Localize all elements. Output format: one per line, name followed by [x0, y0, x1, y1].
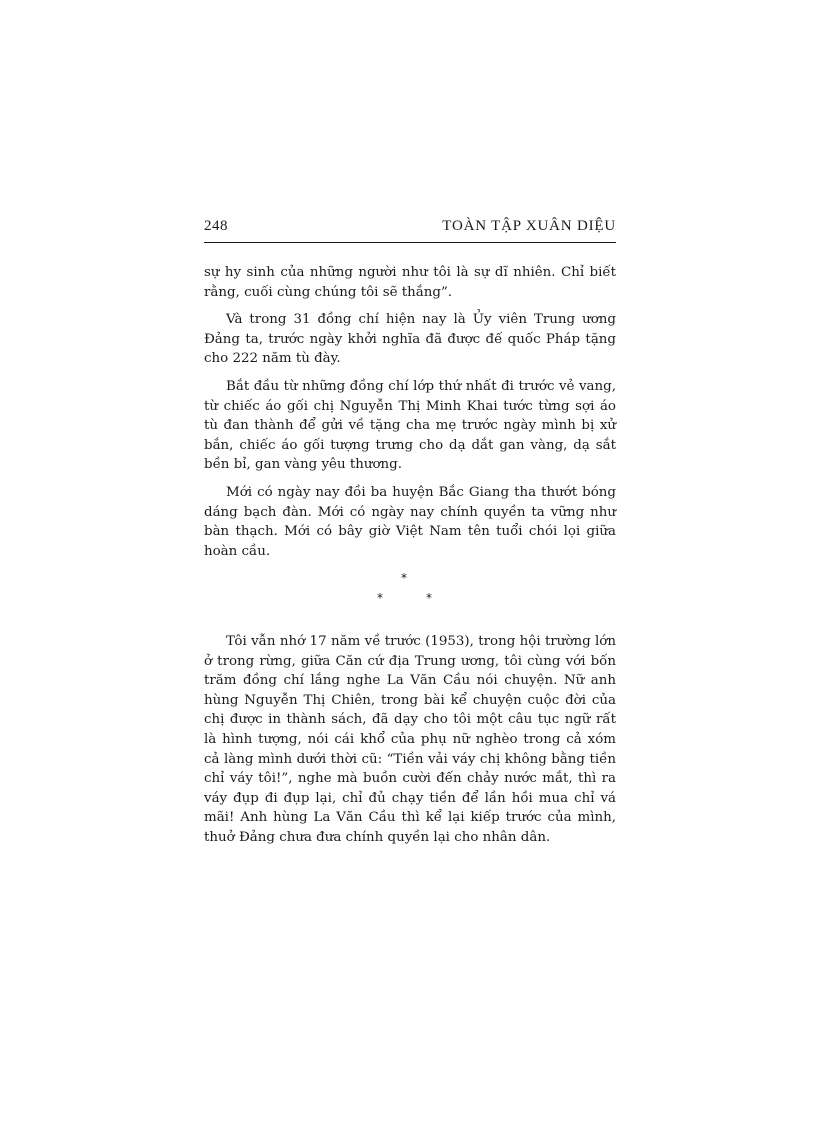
- paragraph: Và trong 31 đồng chí hiện nay là Ủy viên Trung ương Đảng ta, trước ngày khởi nghĩa đã được đế quốc Pháp tặng cho 222 năm tù đày.: [204, 312, 616, 367]
- paragraph: Bắt đầu từ những đồng chí lớp thứ nhất đi trước vẻ vang, từ chiếc áo gối chị Nguyễn Thị Minh Khai tước từng sợi áo tù đan thành để gửi về tặng cha mẹ trước ngày mình bị xử bắn, chiếc áo gối tượng trưng cho dạ dắt gan vàng, dạ sắt bền bỉ, gan vàng yêu thương.: [204, 378, 616, 473]
- separator-star: *: [426, 591, 432, 605]
- running-title: TOÀN TẬP XUÂN DIỆU: [442, 218, 616, 234]
- section-separator: [204, 571, 616, 607]
- separator-star: *: [377, 591, 383, 605]
- paragraph: sự hy sinh của những người như tôi là sự dĩ nhiên. Chỉ biết rằng, cuối cùng chúng tôi sẽ thắng”.: [204, 265, 616, 300]
- body-text-section-two: [204, 632, 616, 856]
- paragraph: Mới có ngày nay đồi ba huyện Bắc Giang tha thướt bóng dáng bạch đàn. Mới có ngày nay chính quyền ta vững như bàn thạch. Mới có bây giờ Việt Nam tên tuổi chói lọi giữa hoàn cầu.: [204, 484, 616, 559]
- paragraph: Tôi vẫn nhớ 17 năm về trước (1953), trong hội trường lớn ở trong rừng, giữa Căn cứ địa Trung ương, tôi cùng với bốn trăm đồng chí lắng nghe La Văn Cầu nói chuyện. Nữ anh hùng Nguyễn Thị Chiên, trong bài kể chuyện cuộc đời của chị được in thành sách, đã dạy cho tôi một câu tục ngữ rất là hình tượng, nói cái khổ của phụ nữ nghèo trong cả xóm cả làng mình dưới thời cũ: “Tiền vải váy chị không bằng tiền chỉ váy tôi!”, nghe mà buồn cười đến chảy nước mắt, thì ra váy đụp đi đụp lại, chỉ đủ chạy tiền để lần hồi mua chỉ vá mãi! Anh hùng La Văn Cầu thì kể lại kiếp trước của mình, thuở Đảng chưa đưa chính quyền lại cho nhân dân.: [204, 634, 616, 845]
- page-number: 248: [204, 218, 228, 234]
- body-text-section-one: [204, 263, 616, 569]
- page-header: [204, 216, 616, 243]
- separator-star: *: [401, 571, 407, 585]
